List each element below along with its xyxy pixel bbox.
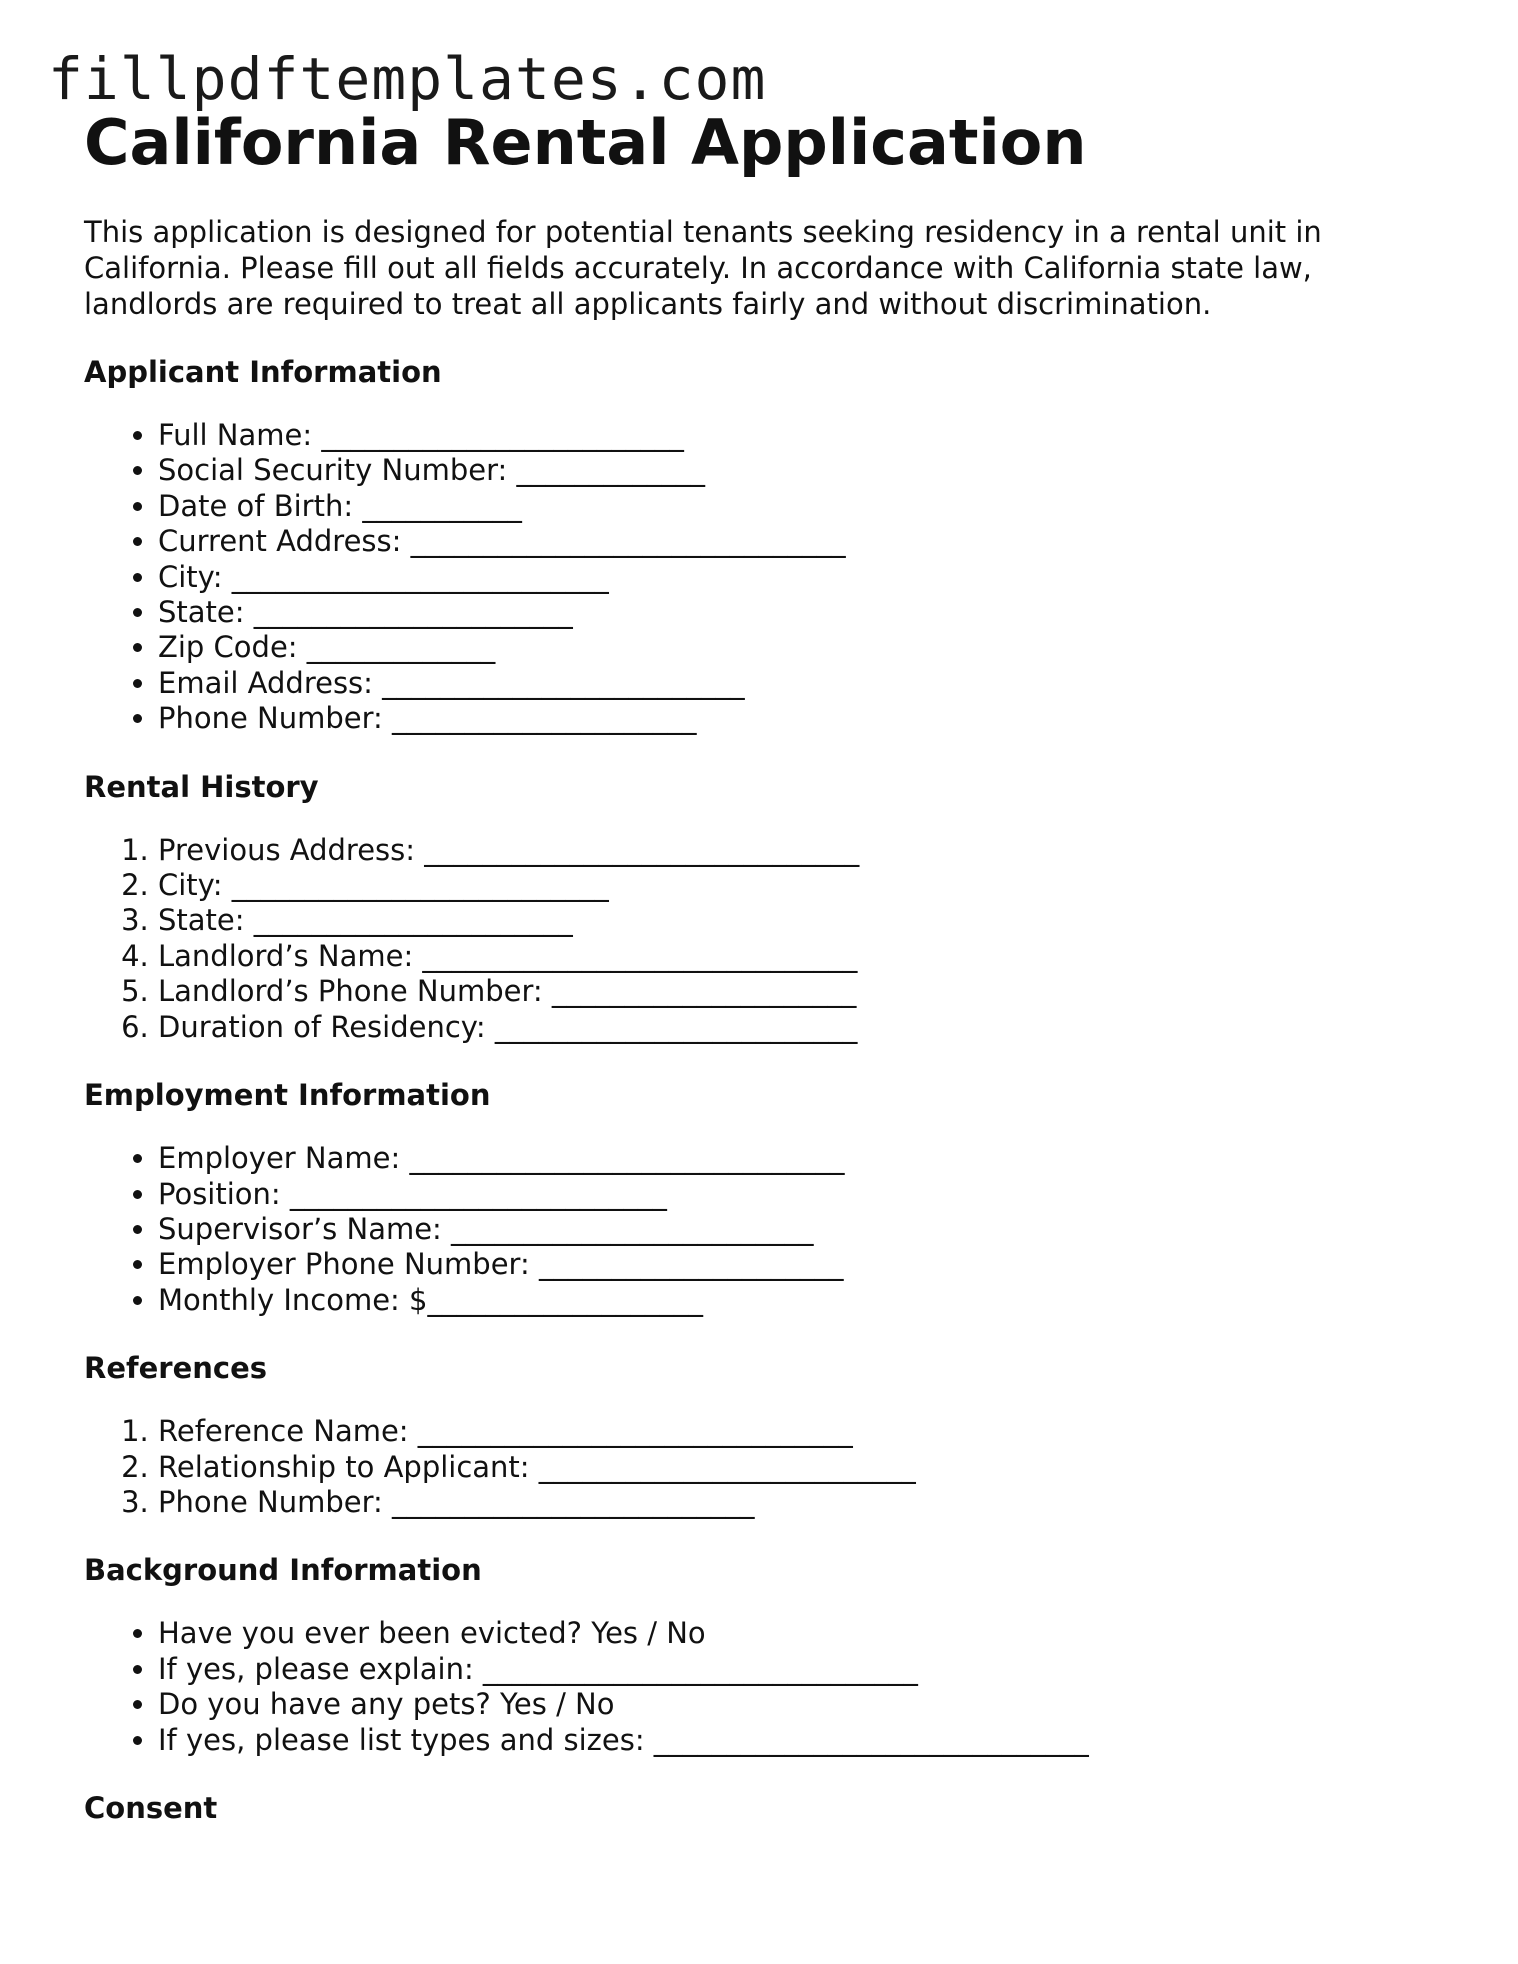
section-heading-rental-history: Rental History bbox=[84, 769, 319, 804]
rental-history-list bbox=[84, 833, 1464, 1045]
section-heading-background: Background Information bbox=[84, 1553, 482, 1588]
section-heading-applicant: Applicant Information bbox=[84, 355, 442, 389]
list-item: • Employer Name: ______________________________ bbox=[158, 1141, 1464, 1176]
list-item: • Monthly Income: $___________________ bbox=[158, 1283, 1464, 1318]
list-item: 2. City: __________________________ bbox=[158, 868, 1464, 903]
applicant-info-list bbox=[84, 418, 1464, 737]
section-heading-employment: Employment Information bbox=[84, 1078, 491, 1113]
list-item: • Social Security Number: _____________ bbox=[158, 453, 1464, 488]
watermark: fillpdftemplates.com bbox=[48, 45, 767, 113]
list-item: 3. Phone Number: _________________________ bbox=[158, 1485, 1464, 1520]
list-item: • State: ______________________ bbox=[158, 595, 1464, 630]
employment-info-list bbox=[84, 1141, 1464, 1318]
section-heading-consent: Consent bbox=[84, 1790, 218, 1825]
list-item: 2. Relationship to Applicant: __________________________ bbox=[158, 1450, 1464, 1485]
list-item: • Email Address: _________________________ bbox=[158, 666, 1464, 701]
list-item: • Date of Birth: ___________ bbox=[158, 489, 1464, 524]
list-item: • Supervisor’s Name: _________________________ bbox=[158, 1212, 1464, 1247]
list-item: • Have you ever been evicted? Yes / No bbox=[158, 1616, 1464, 1651]
list-item: • Current Address: ______________________________ bbox=[158, 524, 1464, 559]
references-list bbox=[84, 1414, 1464, 1520]
list-item: • If yes, please explain: ______________________________ bbox=[158, 1652, 1464, 1687]
list-item: • City: __________________________ bbox=[158, 560, 1464, 595]
list-item: 1. Reference Name: ______________________________ bbox=[158, 1414, 1464, 1449]
intro-paragraph: This application is designed for potential tenants seeking residency in a rental unit in California. Please fill out all fields accurately. In accordance with California state law, landlords are required to treat all applicants fairly and without discrimination. bbox=[84, 215, 1322, 321]
page-title: California Rental Application bbox=[84, 106, 1087, 179]
list-item: 5. Landlord’s Phone Number: _____________________ bbox=[158, 974, 1464, 1009]
list-item: • Do you have any pets? Yes / No bbox=[158, 1687, 1464, 1722]
list-item: • If yes, please list types and sizes: ______________________________ bbox=[158, 1723, 1464, 1758]
list-item: 4. Landlord’s Name: ______________________________ bbox=[158, 939, 1464, 974]
list-item: 1. Previous Address: ______________________________ bbox=[158, 833, 1464, 868]
list-item: • Employer Phone Number: _____________________ bbox=[158, 1247, 1464, 1282]
document-body bbox=[84, 100, 1464, 1828]
section-heading-references: References bbox=[84, 1351, 268, 1386]
list-item: 6. Duration of Residency: _________________________ bbox=[158, 1010, 1464, 1045]
background-info-list bbox=[84, 1616, 1464, 1758]
list-item: • Full Name: _________________________ bbox=[158, 418, 1464, 453]
list-item: • Phone Number: _____________________ bbox=[158, 701, 1464, 736]
list-item: 3. State: ______________________ bbox=[158, 903, 1464, 938]
list-item: • Position: __________________________ bbox=[158, 1177, 1464, 1212]
list-item: • Zip Code: _____________ bbox=[158, 630, 1464, 665]
